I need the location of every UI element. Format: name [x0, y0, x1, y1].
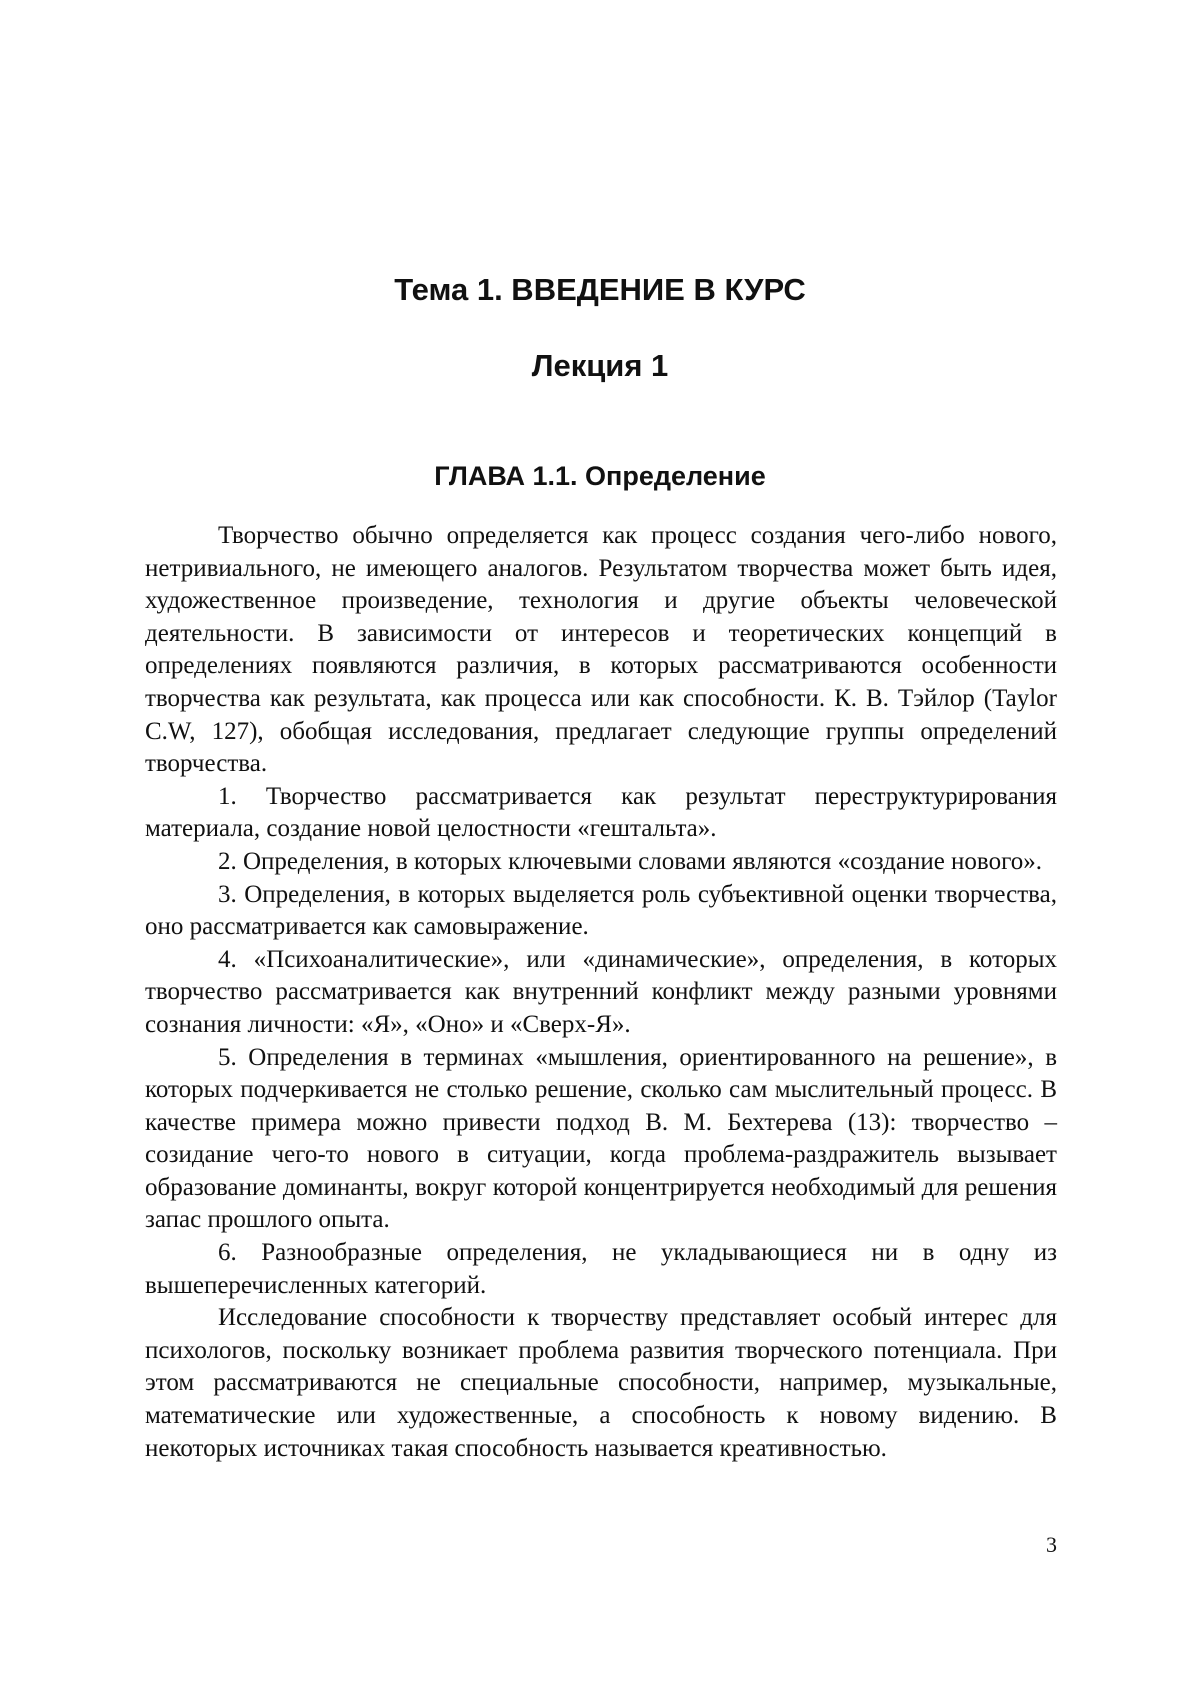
list-item-4: 4. «Психоаналитические», или «динамические», определения, в которых творчество рассматривается как внутренний конфликт между разными уровнями сознания личности: «Я», «Оно» и «Сверх-Я».	[145, 944, 1057, 1042]
paragraph-conclusion: Исследование способности к творчеству представляет особый интерес для психологов, поскольку возникает проблема развития творческого потенциала. При этом рассматриваются не специальные способности, например, музыкальные, математические или художественные, а способность к новому видению. В некоторых источниках такая способность называется креативностью.	[145, 1302, 1057, 1465]
list-item-2: 2. Определения, в которых ключевыми словами являются «создание нового».	[145, 846, 1057, 879]
list-item-5: 5. Определения в терминах «мышления, ориентированного на решение», в которых подчеркивается не столько решение, сколько сам мыслительный процесс. В качестве примера можно привести подход В. М. Бехтерева (13): творчество – созидание чего-то нового в ситуации, когда проблема-раздражитель вызывает образование доминанты, вокруг которой концентрируется необходимый для решения запас прошлого опыта.	[145, 1042, 1057, 1238]
topic-title: Тема 1. ВВЕДЕНИЕ В КУРС	[0, 270, 1200, 310]
lecture-title: Лекция 1	[0, 346, 1200, 386]
list-item-6: 6. Разнообразные определения, не укладывающиеся ни в одну из вышеперечисленных категорий.	[145, 1237, 1057, 1302]
body-text	[145, 520, 1057, 1465]
chapter-title: ГЛАВА 1.1. Определение	[0, 458, 1200, 494]
document-page	[0, 0, 1200, 1698]
list-item-3: 3. Определения, в которых выделяется роль субъективной оценки творчества, оно рассматривается как самовыражение.	[145, 879, 1057, 944]
paragraph-intro: Творчество обычно определяется как процесс создания чего-либо нового, нетривиального, не имеющего аналогов. Результатом творчества может быть идея, художественное произведение, технология и другие объекты человеческой деятельности. В зависимости от интересов и теоретических концепций в определениях появляются различия, в которых рассматриваются особенности творчества как результата, как процесса или как способности. К. В. Тэйлор (Taylor C.W, 127), обобщая исследования, предлагает следующие группы определений творчества.	[145, 520, 1057, 781]
page-number: 3	[1030, 1531, 1057, 1559]
list-item-1: 1. Творчество рассматривается как результат переструктурирования материала, создание новой целостности «гештальта».	[145, 781, 1057, 846]
